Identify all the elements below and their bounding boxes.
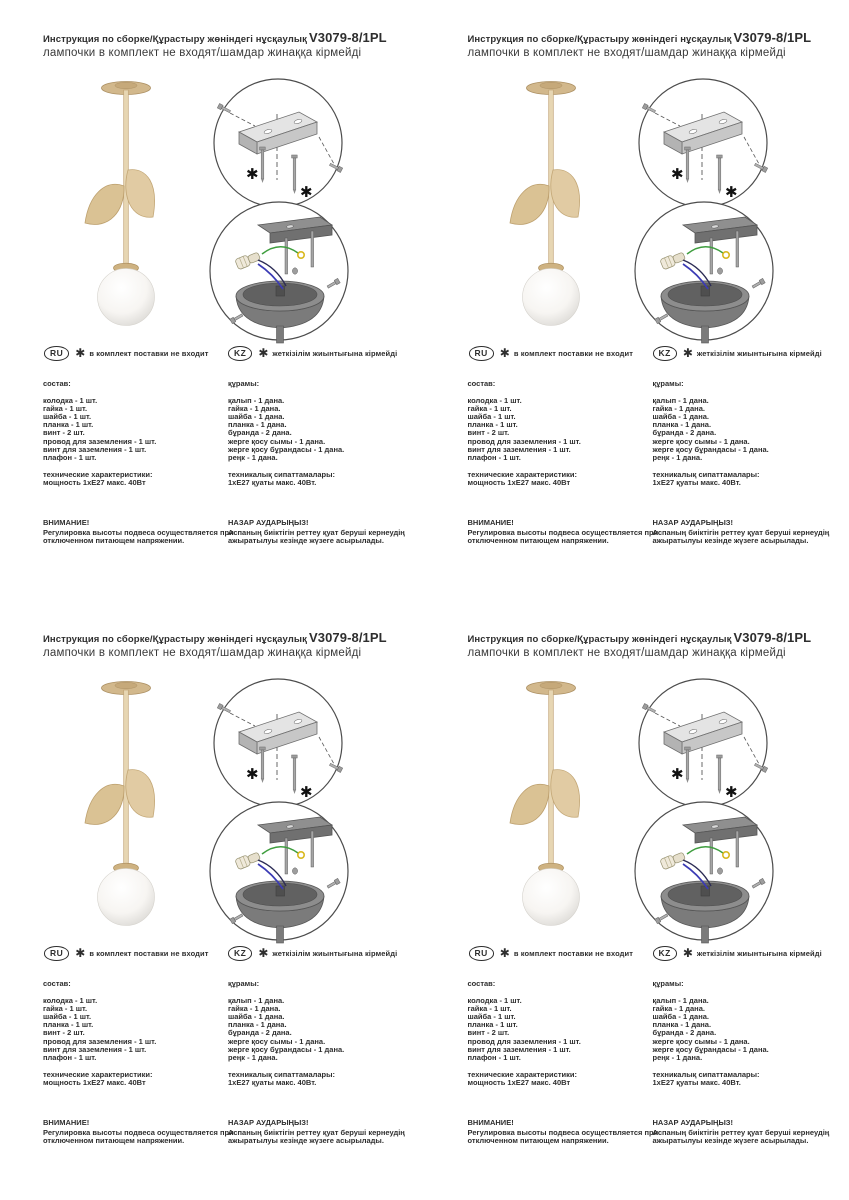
ru-warning-title: ВНИМАНИЕ! bbox=[467, 1118, 514, 1127]
title-block bbox=[43, 30, 413, 59]
kz-parts-title: құрамы: bbox=[652, 379, 684, 388]
ru-badge: RU bbox=[44, 346, 69, 361]
ru-parts-column bbox=[43, 380, 223, 487]
ru-note bbox=[44, 346, 209, 361]
list-item: қалып - 1 дана. bbox=[652, 996, 709, 1006]
list-item: шайба - 1 дана. bbox=[228, 412, 285, 422]
asterisk-icon: ✱ bbox=[246, 765, 259, 783]
kz-warning-title: НАЗАР АУДАРЫҢЫЗ! bbox=[228, 518, 309, 527]
list-item: гайка - 1 шт. bbox=[43, 1004, 88, 1014]
ru-badge: RU bbox=[469, 346, 494, 361]
glass-globe bbox=[98, 869, 155, 926]
list-item: планка - 1 шт. bbox=[467, 420, 518, 430]
bracket-mounting-diagram bbox=[635, 76, 771, 212]
asterisk-icon: ✱ bbox=[300, 183, 313, 201]
list-item: гайка - 1 дана. bbox=[228, 404, 281, 414]
screw-icon bbox=[717, 868, 722, 874]
model-number: V3079-8/1PL bbox=[309, 630, 387, 645]
list-item: шайба - 1 дана. bbox=[652, 1012, 709, 1022]
kz-badge: KZ bbox=[653, 346, 677, 361]
ru-specs-value: мощность 1хЕ27 макс. 40Вт bbox=[43, 1077, 146, 1087]
list-item: винт - 2 шт. bbox=[467, 1028, 510, 1038]
list-item: провод для заземления - 1 шт. bbox=[43, 1036, 157, 1046]
leaf-right-icon bbox=[550, 770, 579, 818]
model-number: V3079-8/1PL bbox=[309, 30, 387, 45]
wiring-diagram bbox=[206, 198, 352, 344]
list-item: плафон - 1 шт. bbox=[43, 452, 97, 462]
ru-warning bbox=[468, 519, 660, 546]
list-item: жерге қосу сымы - 1 дана. bbox=[228, 1036, 326, 1046]
list-item: бұранда - 2 дана. bbox=[652, 428, 717, 438]
list-item: бұранда - 2 дана. bbox=[228, 428, 292, 438]
list-item: шайба - 1 шт. bbox=[43, 412, 92, 422]
asterisk-icon: ✱ bbox=[258, 946, 269, 961]
kz-parts-column bbox=[653, 980, 833, 1087]
list-item: винт - 2 шт. bbox=[43, 428, 85, 438]
list-item: винт для заземления - 1 шт. bbox=[43, 444, 147, 454]
asterisk-icon: ✱ bbox=[670, 765, 684, 783]
list-item: шайба - 1 дана. bbox=[228, 1012, 285, 1022]
list-item: жерге қосу бұрандасы - 1 дана. bbox=[652, 1044, 769, 1054]
list-item: винт для заземления - 1 шт. bbox=[467, 1044, 571, 1054]
leaf-right-icon bbox=[126, 170, 155, 218]
kz-note bbox=[228, 946, 397, 961]
list-item: плафон - 1 шт. bbox=[467, 452, 521, 462]
pendant-lamp-drawing bbox=[58, 74, 190, 330]
kz-warning bbox=[228, 519, 420, 546]
kz-specs-value: 1хЕ27 қуаты макс. 40Вт. bbox=[652, 1077, 741, 1087]
ru-specs-title: технические характеристики: bbox=[43, 1069, 153, 1079]
list-item: реңк - 1 дана. bbox=[228, 452, 278, 462]
list-item: шайба - 1 шт. bbox=[43, 1012, 92, 1022]
page-subtitle: лампочки в комплект не входят/шамдар жинаққа кірмейді bbox=[467, 47, 786, 59]
list-item: қалып - 1 дана. bbox=[652, 396, 709, 406]
ru-warning-title: ВНИМАНИЕ! bbox=[43, 1118, 90, 1127]
screw-icon bbox=[717, 268, 722, 274]
list-item: жерге қосу бұрандасы - 1 дана. bbox=[652, 444, 769, 454]
ru-warning-title: ВНИМАНИЕ! bbox=[43, 518, 90, 527]
list-item: планка - 1 дана. bbox=[652, 1020, 712, 1030]
list-item: жерге қосу сымы - 1 дана. bbox=[652, 436, 750, 446]
kz-warning-text: Аспаның биіктігін реттеу қуат беруші кернеудің ажыратылуы кезінде жүзеге асырылады. bbox=[228, 1127, 405, 1146]
list-item: гайка - 1 шт. bbox=[43, 404, 88, 414]
screw-icon bbox=[311, 231, 314, 267]
instruction-panel bbox=[0, 600, 425, 1200]
asterisk-icon: ✱ bbox=[724, 783, 738, 801]
list-item: бұранда - 2 дана. bbox=[228, 1028, 292, 1038]
ru-specs-value: мощность 1хЕ27 макс. 40Вт bbox=[467, 1077, 571, 1087]
kz-warning-text: Аспаның биіктігін реттеу қуат беруші кернеудің ажыратылуы кезінде жүзеге асырылады. bbox=[652, 527, 830, 546]
list-item: реңк - 1 дана. bbox=[652, 1052, 703, 1062]
kz-warning bbox=[653, 519, 845, 546]
kz-warning-text: Аспаның биіктігін реттеу қуат беруші кернеудің ажыратылуы кезінде жүзеге асырылады. bbox=[652, 1127, 830, 1146]
list-item: планка - 1 дана. bbox=[652, 420, 712, 430]
asterisk-icon: ✱ bbox=[300, 783, 313, 801]
kz-specs-title: техникалық сипаттамалары: bbox=[652, 469, 760, 479]
instruction-panel bbox=[425, 600, 849, 1200]
kz-note bbox=[653, 346, 822, 361]
ru-warning bbox=[468, 1119, 660, 1146]
glass-globe bbox=[98, 269, 155, 326]
asterisk-icon: ✱ bbox=[682, 946, 693, 961]
ru-note bbox=[44, 946, 209, 961]
list-item: бұранда - 2 дана. bbox=[652, 1028, 717, 1038]
list-item: винт для заземления - 1 шт. bbox=[467, 444, 571, 454]
title-block bbox=[43, 630, 413, 659]
ru-warning-text: Регулировка высоты подвеса осуществляется при отключенном питающем напряжении. bbox=[467, 527, 659, 546]
pendant-lamp-drawing bbox=[483, 74, 615, 330]
ru-parts-column bbox=[43, 980, 223, 1087]
list-item: шайба - 1 дана. bbox=[652, 412, 709, 422]
kz-note bbox=[653, 946, 822, 961]
ru-badge: RU bbox=[44, 946, 69, 961]
kz-specs-value: 1хЕ27 қуаты макс. 40Вт. bbox=[228, 1077, 317, 1087]
ru-note-text: в комплект поставки не входит bbox=[89, 948, 209, 958]
asterisk-icon: ✱ bbox=[258, 346, 269, 361]
title-text: Инструкция по сборке/Құрастыру жөніндегі нұсқаулық bbox=[467, 634, 732, 645]
screw-icon bbox=[710, 238, 713, 274]
ru-badge: RU bbox=[469, 946, 494, 961]
ru-warning-text: Регулировка высоты подвеса осуществляется при отключенном питающем напряжении. bbox=[467, 1127, 659, 1146]
ru-parts-title: состав: bbox=[43, 979, 71, 988]
ru-parts-column bbox=[468, 980, 648, 1087]
page-subtitle: лампочки в комплект не входят/шамдар жинаққа кірмейді bbox=[467, 647, 786, 659]
kz-parts-title: құрамы: bbox=[228, 979, 260, 988]
screw-icon bbox=[292, 868, 297, 874]
wiring-diagram bbox=[631, 198, 777, 344]
screw-icon bbox=[311, 831, 314, 867]
pendant-lamp-drawing bbox=[58, 674, 190, 930]
list-item: жерге қосу сымы - 1 дана. bbox=[228, 436, 326, 446]
title-text: Инструкция по сборке/Құрастыру жөніндегі нұсқаулық bbox=[43, 34, 307, 45]
ru-specs-title: технические характеристики: bbox=[467, 469, 577, 479]
kz-note-text: жеткізілім жиынтығына кірмейді bbox=[272, 948, 398, 958]
kz-specs-title: техникалық сипаттамалары: bbox=[228, 1069, 336, 1079]
kz-note bbox=[228, 346, 397, 361]
list-item: қалып - 1 дана. bbox=[228, 396, 285, 406]
screw-icon bbox=[736, 831, 739, 867]
list-item: шайба - 1 шт. bbox=[467, 1012, 516, 1022]
ru-specs-value: мощность 1хЕ27 макс. 40Вт bbox=[43, 477, 146, 487]
kz-warning-title: НАЗАР АУДАРЫҢЫЗ! bbox=[652, 1118, 734, 1127]
list-item: гайка - 1 дана. bbox=[652, 404, 705, 414]
list-item: гайка - 1 дана. bbox=[652, 1004, 705, 1014]
list-item: колодка - 1 шт. bbox=[467, 396, 522, 406]
ru-note-text: в комплект поставки не входит bbox=[513, 948, 633, 958]
kz-specs-value: 1хЕ27 қуаты макс. 40Вт. bbox=[652, 477, 741, 487]
pendant-lamp-drawing bbox=[483, 674, 615, 930]
ru-specs-title: технические характеристики: bbox=[43, 469, 153, 479]
asterisk-icon: ✱ bbox=[499, 946, 510, 961]
ru-parts-column bbox=[468, 380, 648, 487]
bracket-mounting-diagram bbox=[635, 676, 771, 812]
leaf-left-icon bbox=[85, 784, 124, 824]
list-item: планка - 1 шт. bbox=[467, 1020, 518, 1030]
list-item: жерге қосу сымы - 1 дана. bbox=[652, 1036, 750, 1046]
screw-icon bbox=[292, 268, 297, 274]
model-number: V3079-8/1PL bbox=[733, 30, 812, 45]
ru-note bbox=[469, 346, 634, 361]
page-title bbox=[468, 30, 838, 45]
kz-parts-column bbox=[653, 380, 833, 487]
list-item: гайка - 1 шт. bbox=[467, 404, 512, 414]
asterisk-icon: ✱ bbox=[682, 346, 693, 361]
list-item: планка - 1 дана. bbox=[228, 420, 287, 430]
list-item: винт - 2 шт. bbox=[467, 428, 510, 438]
kz-note-text: жеткізілім жиынтығына кірмейді bbox=[272, 348, 398, 358]
asterisk-icon: ✱ bbox=[670, 165, 684, 183]
asterisk-icon: ✱ bbox=[75, 346, 86, 361]
ru-note bbox=[469, 946, 634, 961]
ru-warning-text: Регулировка высоты подвеса осуществляется при отключенном питающем напряжении. bbox=[43, 1127, 234, 1146]
kz-specs-value: 1хЕ27 қуаты макс. 40Вт. bbox=[228, 477, 317, 487]
list-item: реңк - 1 дана. bbox=[228, 1052, 278, 1062]
leaf-left-icon bbox=[510, 184, 549, 224]
asterisk-icon: ✱ bbox=[499, 346, 510, 361]
asterisk-icon: ✱ bbox=[75, 946, 86, 961]
list-item: қалып - 1 дана. bbox=[228, 996, 285, 1006]
ru-note-text: в комплект поставки не входит bbox=[513, 348, 633, 358]
list-item: планка - 1 дана. bbox=[228, 1020, 287, 1030]
wiring-diagram bbox=[206, 798, 352, 944]
kz-warning bbox=[653, 1119, 845, 1146]
list-item: планка - 1 шт. bbox=[43, 420, 94, 430]
kz-parts-column bbox=[228, 380, 408, 487]
glass-globe bbox=[522, 869, 579, 926]
kz-specs-title: техникалық сипаттамалары: bbox=[228, 469, 336, 479]
kz-badge: KZ bbox=[653, 946, 677, 961]
leaf-right-icon bbox=[126, 770, 155, 818]
list-item: реңк - 1 дана. bbox=[652, 452, 703, 462]
leaf-left-icon bbox=[510, 784, 549, 824]
title-text: Инструкция по сборке/Құрастыру жөніндегі нұсқаулық bbox=[467, 34, 732, 45]
kz-parts-title: құрамы: bbox=[652, 979, 684, 988]
wiring-diagram bbox=[631, 798, 777, 944]
ru-specs-title: технические характеристики: bbox=[467, 1069, 577, 1079]
ru-note-text: в комплект поставки не входит bbox=[89, 348, 209, 358]
ru-specs-value: мощность 1хЕ27 макс. 40Вт bbox=[467, 477, 571, 487]
ru-warning-text: Регулировка высоты подвеса осуществляется при отключенном питающем напряжении. bbox=[43, 527, 234, 546]
ru-warning bbox=[43, 1119, 235, 1146]
list-item: провод для заземления - 1 шт. bbox=[467, 436, 581, 446]
instruction-panel bbox=[0, 0, 425, 600]
page-subtitle: лампочки в комплект не входят/шамдар жинаққа кірмейді bbox=[43, 47, 362, 59]
kz-warning-title: НАЗАР АУДАРЫҢЫЗ! bbox=[228, 1118, 309, 1127]
page-title bbox=[468, 630, 838, 645]
kz-parts-column bbox=[228, 980, 408, 1087]
list-item: планка - 1 шт. bbox=[43, 1020, 94, 1030]
page-subtitle: лампочки в комплект не входят/шамдар жинаққа кірмейді bbox=[43, 647, 362, 659]
instruction-panel bbox=[425, 0, 849, 600]
list-item: плафон - 1 шт. bbox=[467, 1052, 521, 1062]
list-item: гайка - 1 дана. bbox=[228, 1004, 281, 1014]
list-item: жерге қосу бұрандасы - 1 дана. bbox=[228, 1044, 345, 1054]
kz-warning bbox=[228, 1119, 420, 1146]
kz-parts-title: құрамы: bbox=[228, 379, 260, 388]
glass-globe bbox=[522, 269, 579, 326]
screw-icon bbox=[736, 231, 739, 267]
kz-badge: KZ bbox=[228, 946, 252, 961]
title-block bbox=[468, 630, 838, 659]
leaf-right-icon bbox=[550, 170, 579, 218]
screw-icon bbox=[285, 238, 288, 274]
list-item: колодка - 1 шт. bbox=[43, 996, 98, 1006]
list-item: винт для заземления - 1 шт. bbox=[43, 1044, 147, 1054]
bracket-mounting-diagram bbox=[210, 76, 346, 212]
list-item: винт - 2 шт. bbox=[43, 1028, 85, 1038]
kz-note-text: жеткізілім жиынтығына кірмейді bbox=[696, 348, 822, 358]
ru-parts-title: состав: bbox=[467, 379, 496, 388]
leaf-left-icon bbox=[85, 184, 124, 224]
list-item: плафон - 1 шт. bbox=[43, 1052, 97, 1062]
page-title bbox=[43, 30, 413, 45]
ru-parts-title: состав: bbox=[467, 979, 496, 988]
page-title bbox=[43, 630, 413, 645]
ru-warning-title: ВНИМАНИЕ! bbox=[467, 518, 514, 527]
kz-badge: KZ bbox=[228, 346, 252, 361]
list-item: провод для заземления - 1 шт. bbox=[43, 436, 157, 446]
screw-icon bbox=[710, 838, 713, 874]
ru-warning bbox=[43, 519, 235, 546]
title-text: Инструкция по сборке/Құрастыру жөніндегі нұсқаулық bbox=[43, 634, 307, 645]
title-block bbox=[468, 30, 838, 59]
asterisk-icon: ✱ bbox=[246, 165, 259, 183]
model-number: V3079-8/1PL bbox=[733, 630, 812, 645]
list-item: колодка - 1 шт. bbox=[467, 996, 522, 1006]
list-item: гайка - 1 шт. bbox=[467, 1004, 512, 1014]
list-item: провод для заземления - 1 шт. bbox=[467, 1036, 581, 1046]
kz-warning-text: Аспаның биіктігін реттеу қуат беруші кернеудің ажыратылуы кезінде жүзеге асырылады. bbox=[228, 527, 405, 546]
list-item: колодка - 1 шт. bbox=[43, 396, 98, 406]
kz-specs-title: техникалық сипаттамалары: bbox=[652, 1069, 760, 1079]
asterisk-icon: ✱ bbox=[724, 183, 738, 201]
kz-warning-title: НАЗАР АУДАРЫҢЫЗ! bbox=[652, 518, 734, 527]
bracket-mounting-diagram bbox=[210, 676, 346, 812]
screw-icon bbox=[285, 838, 288, 874]
list-item: жерге қосу бұрандасы - 1 дана. bbox=[228, 444, 345, 454]
list-item: шайба - 1 шт. bbox=[467, 412, 516, 422]
ru-parts-title: состав: bbox=[43, 379, 71, 388]
kz-note-text: жеткізілім жиынтығына кірмейді bbox=[696, 948, 822, 958]
